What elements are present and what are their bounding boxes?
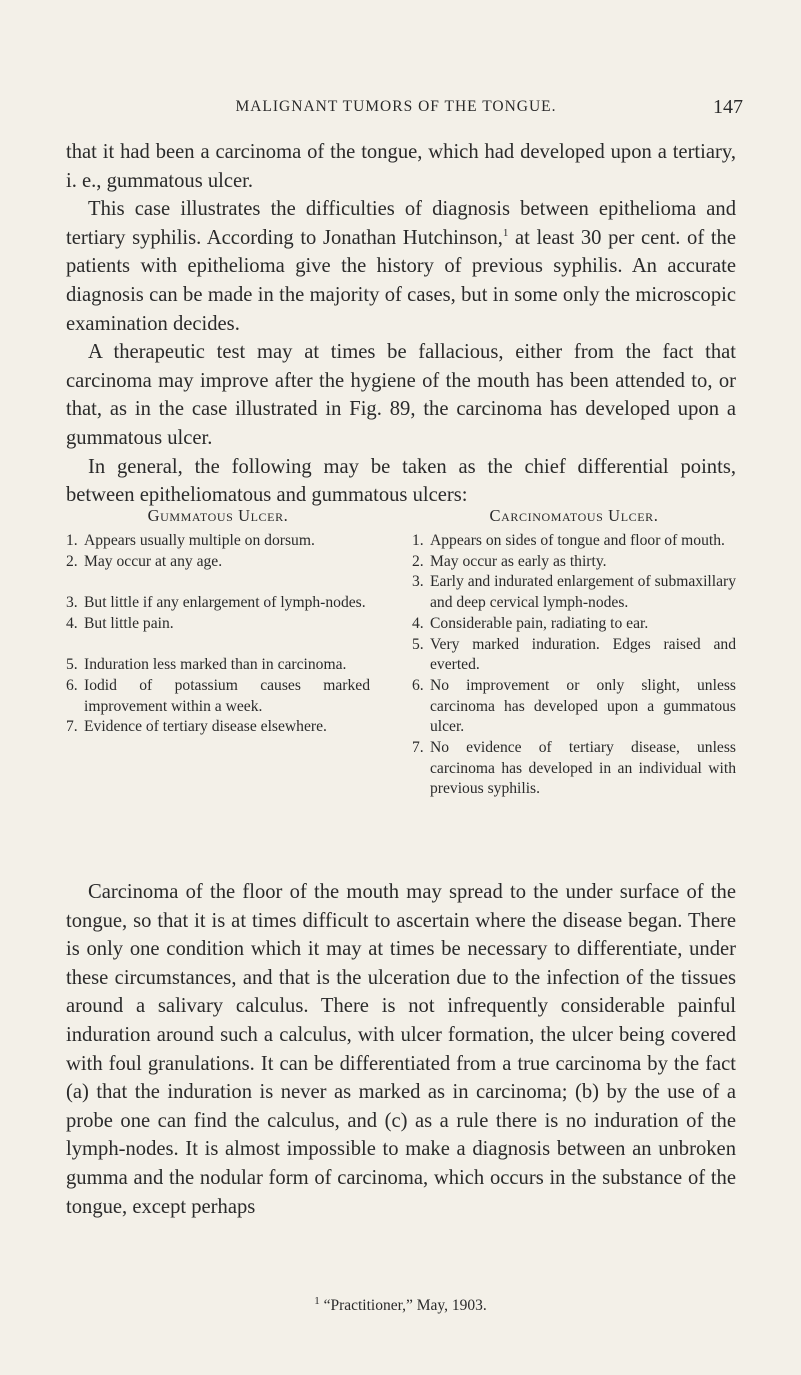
- table-list-item: [412, 552, 736, 573]
- item-number: 4.: [412, 614, 424, 632]
- item-text: Iodid of potassium causes marked improvement within a week.: [84, 676, 370, 715]
- item-text: May occur as early as thirty.: [430, 552, 607, 570]
- table-list-item: [66, 593, 370, 614]
- paragraph: that it had been a carcinoma of the tongue, which had developed upon a tertiary, i. e., gummatous ulcer.: [66, 141, 736, 192]
- item-text: No evidence of tertiary disease, unless carcinoma has developed in an individual with previous syphilis.: [430, 739, 736, 798]
- item-number: 3.: [66, 594, 78, 612]
- item-number: 2.: [412, 552, 424, 570]
- table-list-item: [66, 531, 370, 552]
- column-heading: Carcinomatous Ulcer.: [489, 506, 659, 525]
- item-text: Appears on sides of tongue and floor of mouth.: [430, 532, 725, 549]
- item-number: 6.: [412, 676, 424, 694]
- paragraph: A therapeutic test may at times be fallacious, either from the fact that carcinoma may improve after the hygiene of the mouth has been attended to, or that, as in the case illustrated in Fig. 89, the carcinoma has developed upon a gummatous ulcer.: [66, 341, 736, 449]
- item-text: Very marked induration. Edges raised and everted.: [430, 635, 736, 674]
- table-list-item: [412, 572, 736, 613]
- paragraph-text: This case illustrates the difficulties of diagnosis between epithelioma and tertiary syphilis. According to Jonathan Hutchinson,: [66, 198, 736, 249]
- table-list-item: [412, 531, 736, 552]
- item-text: Early and indurated enlargement of submaxillary and deep cervical lymph-nodes.: [430, 573, 736, 612]
- intro-text: [66, 138, 736, 510]
- paragraph-text: at least 30 per cent. of the patients with epithelioma give the history of previous syphilis. An accurate diagnosis can be made in the majority of cases, but in some only the microscopic examination decides.: [66, 226, 736, 335]
- item-number: 3.: [412, 573, 424, 591]
- item-number: 5.: [412, 635, 424, 653]
- footnote-ref: 1: [502, 226, 509, 239]
- item-text: Appears usually multiple on dorsum.: [84, 532, 315, 549]
- page-number: 147: [713, 96, 743, 118]
- item-text: But little if any enlargement of lymph-nodes.: [84, 594, 366, 612]
- table-list-item: [412, 738, 736, 800]
- table-list-item: [412, 676, 736, 738]
- table-list-item: [412, 614, 736, 635]
- item-number: 5.: [66, 656, 78, 674]
- carcinomatous-column: [412, 506, 736, 800]
- item-number: 1.: [412, 532, 424, 549]
- item-number: 1.: [66, 532, 78, 549]
- table-list-item: [66, 614, 370, 635]
- footnote: [0, 1294, 801, 1315]
- paragraph: Carcinoma of the floor of the mouth may spread to the under surface of the tongue, so that it is at times difficult to ascertain where the disease began. There is only one condition which it may at times be necessary to differentiate, under these circumstances, and that is the ulceration due to the infection of the tissues around a salivary calculus. There is not infrequently considerable painful induration around such a calculus, with ulcer formation, the ulcer being covered with foul granulations. It can be differentiated from a true carcinoma by the fact (a) that the induration is never as marked as in carcinoma; (b) by the use of a probe one can find the calculus, and (c) as a rule there is no induration of the lymph-nodes. It is almost impossible to make a diagnosis between an unbroken gumma and the nodular form of carcinoma, which occurs in the substance of the tongue, except perhaps: [66, 881, 736, 1218]
- item-text: No improvement or only slight, unless carcinoma has developed upon a gummatous ulcer.: [430, 676, 736, 736]
- carcinomatous-list: [412, 531, 736, 800]
- item-text: Evidence of tertiary disease elsewhere.: [84, 718, 327, 736]
- paragraph: [66, 195, 736, 338]
- table-list-item: [412, 635, 736, 676]
- table-list-item: [66, 717, 370, 738]
- item-number: 7.: [66, 718, 78, 736]
- item-text: May occur at any age.: [84, 552, 223, 570]
- item-text: Considerable pain, radiating to ear.: [430, 614, 649, 632]
- footnote-text: “Practitioner,” May, 1903.: [319, 1297, 487, 1314]
- table-list-item: [66, 655, 370, 676]
- item-number: 2.: [66, 552, 78, 570]
- footnote-marker: 1: [314, 1294, 320, 1307]
- item-text: Induration less marked than in carcinoma.: [84, 656, 347, 674]
- item-number: 6.: [66, 676, 78, 694]
- paragraph: In general, the following may be taken as the chief differential points, between epitheliomatous and gummatous ulcers:: [66, 455, 736, 507]
- item-number: 4.: [66, 614, 78, 632]
- table-list-item: [66, 552, 370, 573]
- item-text: But little pain.: [84, 614, 174, 632]
- outro-text: [66, 878, 736, 1221]
- gummatous-list: [66, 531, 370, 738]
- running-head: MALIGNANT TUMORS OF THE TONGUE.: [235, 98, 557, 115]
- gummatous-column: [66, 506, 370, 759]
- table-list-item: [66, 676, 370, 717]
- item-number: 7.: [412, 739, 424, 757]
- column-heading: Gummatous Ulcer.: [147, 506, 289, 525]
